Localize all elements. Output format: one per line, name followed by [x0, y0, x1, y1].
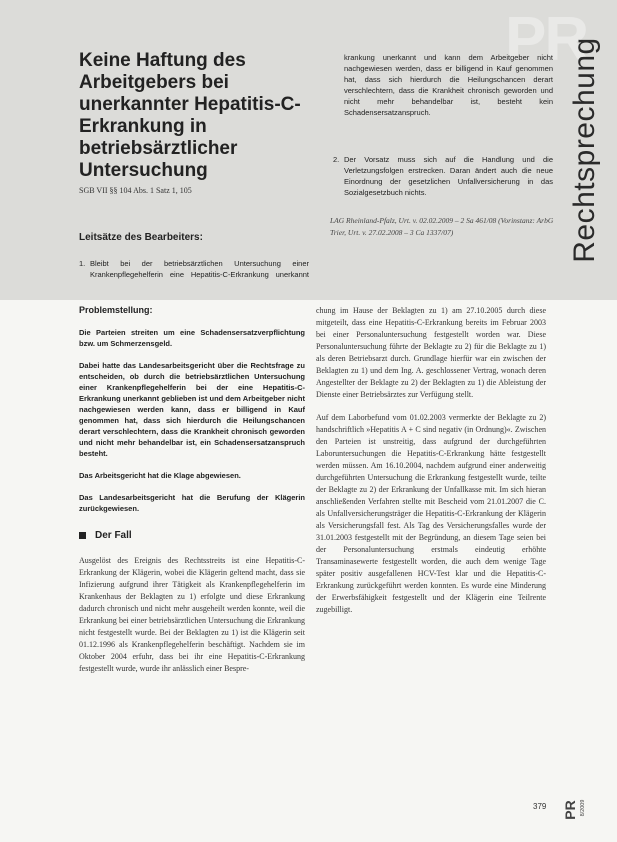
guidelines-heading: Leitsätze des Bearbeiters: [79, 232, 203, 243]
guideline-text: Bleibt bei der betriebsärztlichen Untersuchung einer Krankenpflegehelferin eine Hepatitis-C-Erkrankung unerkannt [90, 259, 309, 279]
left-column [79, 305, 305, 686]
paragraph: Auf dem Laborbefund vom 01.02.2003 vermerkte der Beklagte zu 2) handschriftlich »Hepatitis A + C sind negativ (in Ordnung)«. Zwischen den Parteien ist unstreitig, dass aufgrund der durchgeführten Laboruntersuchungen die Hepatitis-C-Erkrankung hätte festgestellt werden müssen. Am 16.10.2004, nachdem aufgrund einer anderweitig durchgeführten Untersuchung die Erkrankung festgestellt wurde, teilte der Beklagte zu 2) der Erkrankung der Unfallkasse mit. Im sich hieran anschließenden Verfahren stellte mit Bescheid vom 21.01.2007 die C. als Unfallversicherungsträger die Hepatitis-C-Erkrankung der Klägerin als Versicherungsfall fest. Als Tag des Versicherungsfalles wurde der 31.01.2003 festgestellt mit der Begründung, an diesem Tage seien bei der Personaluntersuchung erstmals eindeutig erhöhte Transaminasewerte festgestellt worden, die auch dem wenige Tage später positiv ausgefallenen HCV-Test klar und die Hepatitis-C-Erkrankung zurückgeführt werden konnten. Es wurde eine Minderung der Erwerbsfähigkeit festgestellt und der Klägerin eine Teilrente zugebilligt. [316, 413, 546, 614]
page-number: 379 [533, 802, 547, 811]
brand-logo-watermark: PR [505, 5, 588, 74]
paragraph: Das Arbeitsgericht hat die Klage abgewiesen. [79, 471, 241, 480]
guideline-number: 2. [333, 155, 340, 164]
guideline-text-continued: krankung unerkannt und kann dem Arbeitgeber nicht nachgewiesen werden, dass er billigend in Kauf genommen hat, dass sich hierdurch die Heilungschancen derart verschlechtern, dass die Krankheit chronisch geworden und nicht mehr behandelbar ist, besteht kein Schadensersatzanspruch. [344, 53, 553, 117]
paragraph: Die Parteien streiten um eine Schadensersatzverpflichtung bzw. um Schmerzensgeld. [79, 328, 305, 348]
article-title: Keine Haftung des Arbeitgebers bei unerkannter Hepatitis-C-Erkrankung in betriebsärztlicher Untersuchung [79, 50, 301, 181]
right-column [316, 305, 546, 627]
guideline-1 [79, 258, 309, 282]
section-tab [560, 25, 610, 275]
fall-heading-text: Der Fall [95, 530, 132, 541]
problem-heading: Problemstellung: [79, 305, 153, 315]
section-label: Rechtsprechung [568, 37, 601, 263]
paragraph: Das Landesarbeitsgericht hat die Berufung der Klägerin zurückgewiesen. [79, 493, 305, 513]
issue-number: 8/2009 [580, 799, 586, 817]
guideline-number: 1. [79, 259, 86, 268]
court-citation: LAG Rheinland-Pfalz, Urt. v. 02.02.2009 – 2 Sa 461/08 (Vorinstanz: ArbG Trier, Urt. v. 27.02.2008 – 3 Ca 1337/07) [330, 216, 554, 237]
guideline-2 [333, 154, 553, 198]
issue-tag [578, 793, 588, 823]
guideline-text: Der Vorsatz muss sich auf die Handlung und die Verletzungsfolgen erstrecken. Daran ändert auch die neue Einordnung der gesetzlichen Unfallversicherung in das Sozialgesetzbuch nichts. [344, 155, 553, 197]
square-bullet-icon [79, 532, 86, 539]
paragraph: Ausgelöst des Ereignis des Rechtsstreits ist eine Hepatitis-C-Erkrankung der Klägerin, wobei die Klägerin geltend macht, dass sie Infizierung aufgrund ihrer Tätigkeit als Krankenpflegehelferin im Krankenhaus der Beklagten zu 1) erfolgte und diese Erkrankung dadurch chronisch und nicht mehr ausgeheilt werden konnte, weil die Erkrankung bei einer betriebsärztlichen Untersuchung die Erkrankung nicht festgestellt wurde. Bei der Beklagten zu 1) ist die Klägerin seit 01.12.1996 als Krankenpflegehelferin beschäftigt. Nachdem sie im Oktober 2004 erfuhr, dass bei ihr eine Hepatitis-C-Erkrankung festgestellt wurde, wurde ihr anlässlich einer Bespre- [79, 556, 305, 673]
fall-heading [79, 530, 305, 541]
guideline-1-continued [333, 52, 553, 118]
paragraph: chung im Hause der Beklagten zu 1) am 27.10.2005 durch diese mitgeteilt, dass eine Hepatitis-C-Erkrankung bereits im Februar 2003 bei einer Personaluntersuchung festgestellt worden war. Diese Personaluntersuchung führte der Beklagte zu 2) für die Beklagte zu 1) als deren Betriebsarzt durch. Grundlage hierfür war ein zwischen der Beklagten zu 1) und dem Ing. A. geschlossener Vertrag, wonach deren Angestellter der Beklagte zu 2) der Beklagten zu 1) die Ableistung der Dienste einer Betriebsärztes zur Verfügung stellt. [316, 306, 546, 399]
paragraph: Dabei hatte das Landesarbeitsgericht über die Rechtsfrage zu entscheiden, ob durch die betriebsärztlichen Untersuchung einer Krankenpflegehelferin bei der eine Hepatitis-C-Erkrankung unerkannt geblieben ist und dem Arbeitgeber nicht nachgewiesen werden kann, dass er billigend in Kauf genommen hat, dass sich hierdurch die Heilungschancen derart verschlechtern, dass die Krankheit chronisch geworden und nicht mehr behandelbar ist, ein Schadensersatzanspruch besteht. [79, 361, 305, 458]
footer-logo [563, 790, 577, 830]
law-reference: SGB VII §§ 104 Abs. 1 Satz 1, 105 [79, 186, 192, 195]
footer-logo-text: PR [562, 800, 578, 820]
